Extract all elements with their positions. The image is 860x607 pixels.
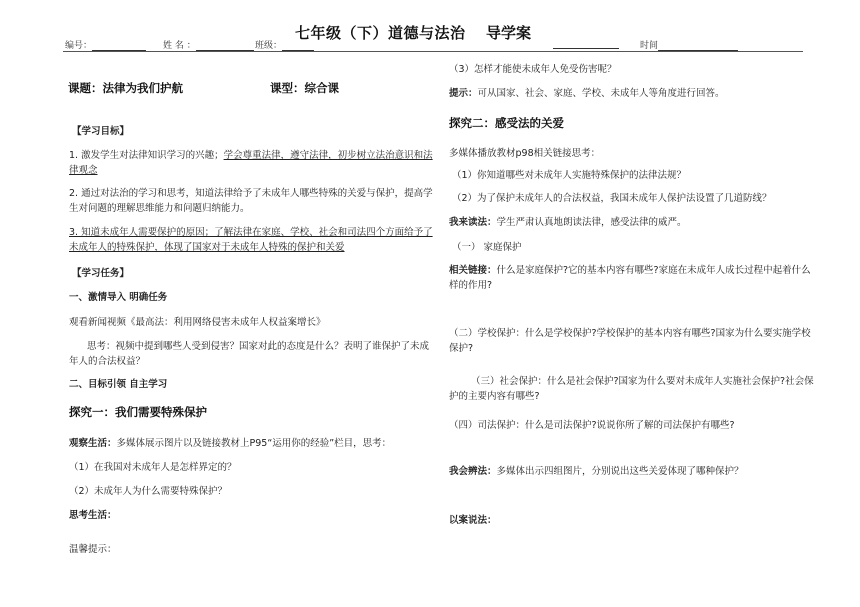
media-prompt: 多媒体播放教材p98相关链接思考：	[449, 148, 601, 159]
related-link-label: 相关链接：	[449, 265, 497, 276]
right-question-1: （1）你知道哪些对未成年人实施特殊保护的法律法规？	[452, 170, 687, 181]
page-subtitle: 导学案	[486, 24, 532, 42]
class-label: 班级：	[255, 41, 283, 51]
case-law-label: 以案说法：	[449, 515, 497, 526]
read-law-text: 学生严肃认真地朗读法律，感受法律的威严。	[496, 217, 687, 228]
read-law-label: 我来读法：	[449, 217, 497, 228]
number-label: 编号：	[65, 41, 93, 51]
observe-life	[69, 436, 391, 451]
read-law	[449, 215, 687, 230]
question-3: （3）怎样才能使未成年人免受伤害呢？	[449, 64, 617, 75]
header-rule	[63, 51, 803, 52]
goal-1-text: 1. 激发学生对法律知识学习的兴趣；	[69, 150, 224, 161]
family-protection: （一） 家庭保护	[452, 242, 522, 253]
time-blank[interactable]	[658, 40, 738, 51]
right-question-2: （2）为了保护未成年人的合法权益，我国未成年人保护法设置了几道防线？	[452, 193, 772, 204]
goals-heading: 【学习目标】	[72, 126, 130, 137]
section-2-heading: 二、目标引领 自主学习	[69, 379, 168, 390]
lesson-type: 课型：综合课	[270, 81, 339, 95]
number-field	[65, 38, 146, 51]
explore-1-heading: 探究一：我们需要特殊保护	[69, 405, 207, 419]
name-label: 姓 名 ：	[163, 41, 196, 51]
hint	[449, 86, 725, 101]
think-life-label: 思考生活：	[69, 510, 117, 521]
related-link-text: 什么是家庭保护?它的基本内容有哪些?家庭在未成年人成长过程中起着什么样的作用?	[449, 265, 811, 291]
goal-3: 3. 知道未成年人需要保护的原因；了解法律在家庭、学校、社会和司法四个方面给予了未成年人的特殊保护，体现了国家对于未成年人特殊的保护和关爱	[69, 227, 433, 253]
tasks-heading: 【学习任务】	[72, 268, 130, 279]
judicial-protection: （四）司法保护：什么是司法保护?说说你所了解的司法保护有哪些?	[449, 420, 735, 431]
extra-blank[interactable]	[553, 38, 619, 49]
number-blank[interactable]	[92, 40, 146, 51]
discern-law	[449, 464, 744, 479]
name-field	[163, 38, 254, 51]
think-question: 思考：视频中提到哪些人受到侵害？国家对此的态度是什么？表明了谁保护了未成年人的合法权益？	[69, 341, 430, 367]
time-field	[640, 38, 738, 51]
section-1-heading: 一、激情导入 明确任务	[69, 292, 168, 303]
question-2: （2）未成年人为什么需要特殊保护？	[69, 486, 228, 497]
page-header	[0, 0, 860, 52]
lesson-topic: 课题：法律为我们护航	[68, 81, 183, 95]
hint-label: 提示：	[449, 88, 478, 99]
name-blank[interactable]	[196, 40, 254, 51]
news-video-text: 观看新闻视频《最高法：利用网络侵害未成年人权益案增长》	[69, 317, 326, 328]
observe-label: 观察生活：	[69, 438, 117, 449]
school-protection: （二）学校保护：什么是学校保护?学校保护的基本内容有哪些?国家为什么要实施学校保护?	[449, 328, 811, 354]
observe-text: 多媒体展示图片以及链接教材上P95“运用你的经验”栏目，思考：	[116, 438, 392, 449]
discern-law-label: 我会辨法：	[449, 466, 497, 477]
explore-2-heading: 探究二：感受法的关爱	[449, 116, 564, 130]
goal-2: 2. 通过对法治的学习和思考，知道法律给予了未成年人哪些特殊的关爱与保护，提高学生对问题的理解思维能力和问题归纳能力。	[69, 188, 433, 214]
society-protection: （三）社会保护：什么是社会保护?国家为什么要对未成年人实施社会保护?社会保护的主要内容有哪些?	[449, 376, 814, 402]
related-link	[449, 263, 814, 293]
extra-blank-field	[553, 38, 619, 49]
time-label: 时间	[640, 41, 659, 51]
goal-1	[69, 148, 437, 178]
goal-1-underlined: 学会尊重法律，遵守法律，初步树立法治意识和法律观念	[69, 150, 433, 176]
tip-label: 温馨提示：	[69, 544, 117, 555]
question-1: （1）在我国对未成年人是怎样界定的？	[69, 462, 237, 473]
hint-text: 可从国家、社会、家庭、学校、未成年人等角度进行回答。	[477, 88, 725, 99]
page-title: 七年级（下）道德与法治	[295, 24, 466, 42]
discern-law-text: 多媒体出示四组图片，分别说出这些关爱体现了哪种保护？	[496, 466, 744, 477]
